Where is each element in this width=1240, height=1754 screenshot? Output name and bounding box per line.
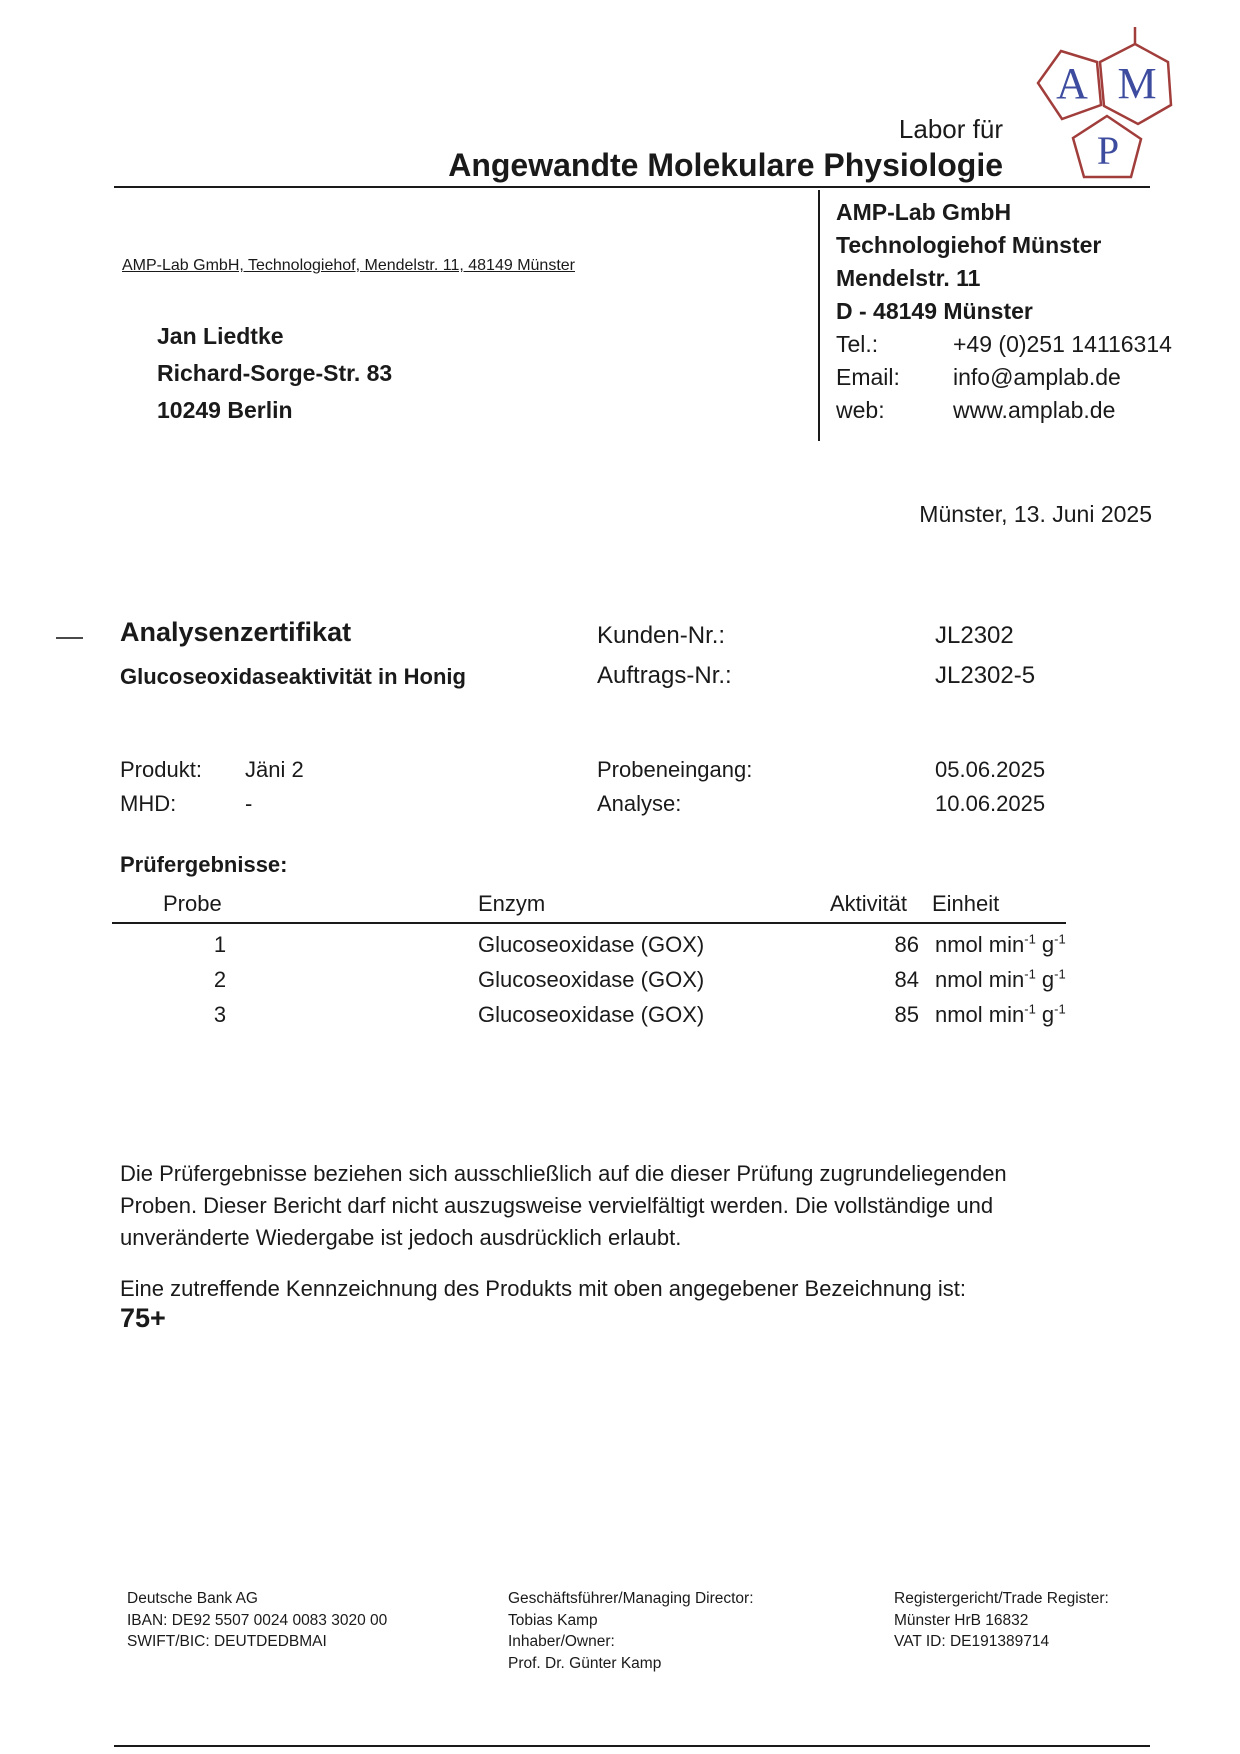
company-line3: Mendelstr. 11: [836, 265, 981, 291]
owner-name: Prof. Dr. Günter Kamp: [508, 1654, 662, 1672]
web-label: web:: [836, 397, 885, 423]
customer-no-label: Kunden-Nr.:: [597, 622, 726, 649]
col-header-probe: Probe: [163, 891, 222, 916]
bank-swift: SWIFT/BIC: DEUTDEDBMAI: [127, 1633, 327, 1650]
disclaimer-paragraph: Die Prüfergebnisse beziehen sich ausschließlich auf die dieser Prüfung zugrundeliegenden Proben. Dieser Bericht darf nicht auszugsweise vervielfältigt werden. Die vollständige und unveränderte Wiedergabe ist jedoch ausdrücklich erlaubt.: [120, 1161, 1007, 1250]
managing-director-label: Geschäftsführer/Managing Director:: [508, 1590, 754, 1607]
managing-director-name: Tobias Kamp: [508, 1611, 598, 1629]
logo-letter-p: P: [1096, 128, 1120, 173]
row1-einheit: [935, 932, 1066, 958]
contact-row-tel: [836, 328, 1176, 361]
row2-einheit: [935, 967, 1066, 993]
row3-aktivitaet: 85: [894, 1002, 919, 1027]
col-header-enzym: Enzym: [478, 891, 546, 916]
unit-exp2: -1: [1054, 966, 1066, 982]
footer-management-column: [508, 1588, 754, 1674]
recipient-address: [157, 318, 392, 429]
row1-aktivitaet: 86: [894, 932, 919, 957]
tel-value: +49 (0)251 14116314: [953, 331, 1172, 357]
recipient-name: Jan Liedtke: [157, 323, 284, 349]
unit-exp2: -1: [1054, 931, 1066, 947]
row3-probe: 3: [213, 1002, 227, 1027]
letterhead-line1: Labor für: [898, 114, 1003, 144]
bank-name: Deutsche Bank AG: [127, 1590, 258, 1607]
order-no-label: Auftrags-Nr.:: [597, 662, 732, 689]
received-label: Probeneingang:: [597, 757, 753, 782]
footer-register-column: [894, 1588, 1109, 1653]
labeling-statement: Eine zutreffende Kennzeichnung des Produkts mit oben angegebener Bezeichnung ist:: [120, 1276, 966, 1301]
unit-base1: nmol min: [935, 932, 1025, 957]
labeling-value: 75+: [120, 1303, 166, 1333]
row1-enzym: Glucoseoxidase (GOX): [478, 932, 705, 957]
unit-exp1: -1: [1024, 966, 1036, 982]
vat-id: VAT ID: DE191389714: [894, 1633, 1050, 1650]
unit-base2: g: [1035, 932, 1055, 957]
certificate-title: Analysenzertifikat: [120, 617, 352, 647]
unit-base1: nmol min: [935, 1002, 1025, 1027]
logo-letter-a: A: [1056, 59, 1088, 108]
row3-einheit: [935, 1002, 1066, 1028]
table-header-rule: [112, 922, 1066, 924]
owner-label: Inhaber/Owner:: [508, 1633, 615, 1650]
company-name: AMP-Lab GmbH: [836, 199, 1012, 225]
unit-exp1: -1: [1024, 931, 1036, 947]
unit-exp1: -1: [1024, 1001, 1036, 1017]
order-no-value: JL2302-5: [935, 662, 1036, 689]
header-rule: [114, 186, 1150, 188]
email-label: Email:: [836, 364, 900, 390]
row2-probe: 2: [213, 967, 227, 992]
company-line2: Technologiehof Münster: [836, 232, 1102, 258]
product-value: Jäni 2: [245, 757, 304, 782]
received-value: 05.06.2025: [935, 757, 1046, 782]
contact-row-email: [836, 361, 1176, 394]
dateline: Münster, 13. Juni 2025: [919, 501, 1152, 527]
recipient-street: Richard-Sorge-Str. 83: [157, 360, 393, 386]
unit-exp2: -1: [1054, 1001, 1066, 1017]
unit-base1: nmol min: [935, 967, 1025, 992]
row2-enzym: Glucoseoxidase (GOX): [478, 967, 705, 992]
bottom-rule: [114, 1745, 1150, 1747]
mhd-value: -: [245, 791, 253, 816]
email-value: info@amplab.de: [953, 364, 1121, 390]
analysis-label: Analyse:: [597, 791, 682, 816]
analysis-value: 10.06.2025: [935, 791, 1046, 816]
amp-molecule-logo: [1036, 27, 1176, 185]
unit-base2: g: [1035, 967, 1055, 992]
trade-register-label: Registergericht/Trade Register:: [894, 1590, 1109, 1607]
col-header-aktivitaet: Aktivität: [830, 891, 908, 916]
logo-letter-m: M: [1117, 59, 1157, 108]
trade-register-value: Münster HrB 16832: [894, 1611, 1029, 1629]
row1-probe: 1: [213, 932, 227, 957]
fold-mark: [56, 637, 83, 639]
tel-label: Tel.:: [836, 331, 879, 357]
bank-iban: IBAN: DE92 5507 0024 0083 3020 00: [127, 1611, 388, 1629]
recipient-city: 10249 Berlin: [157, 397, 293, 423]
results-heading: Prüfergebnisse:: [120, 852, 288, 877]
certificate-subtitle: Glucoseoxidaseaktivität in Honig: [120, 664, 466, 689]
unit-base2: g: [1035, 1002, 1055, 1027]
company-info-block: [818, 190, 1176, 441]
product-label: Produkt:: [120, 757, 202, 782]
sender-return-address: AMP-Lab GmbH, Technologiehof, Mendelstr. 11, 48149 Münster: [122, 257, 575, 274]
letterhead-title: Angewandte Molekulare Physiologie: [448, 147, 1003, 183]
mhd-label: MHD:: [120, 791, 177, 816]
web-value: www.amplab.de: [953, 397, 1116, 423]
footer-bank-column: [127, 1588, 387, 1653]
row2-aktivitaet: 84: [894, 967, 919, 992]
col-header-einheit: Einheit: [932, 891, 1000, 916]
company-line4: D - 48149 Münster: [836, 298, 1033, 324]
row3-enzym: Glucoseoxidase (GOX): [478, 1002, 705, 1027]
contact-row-web: [836, 394, 1176, 427]
customer-no-value: JL2302: [935, 622, 1014, 649]
